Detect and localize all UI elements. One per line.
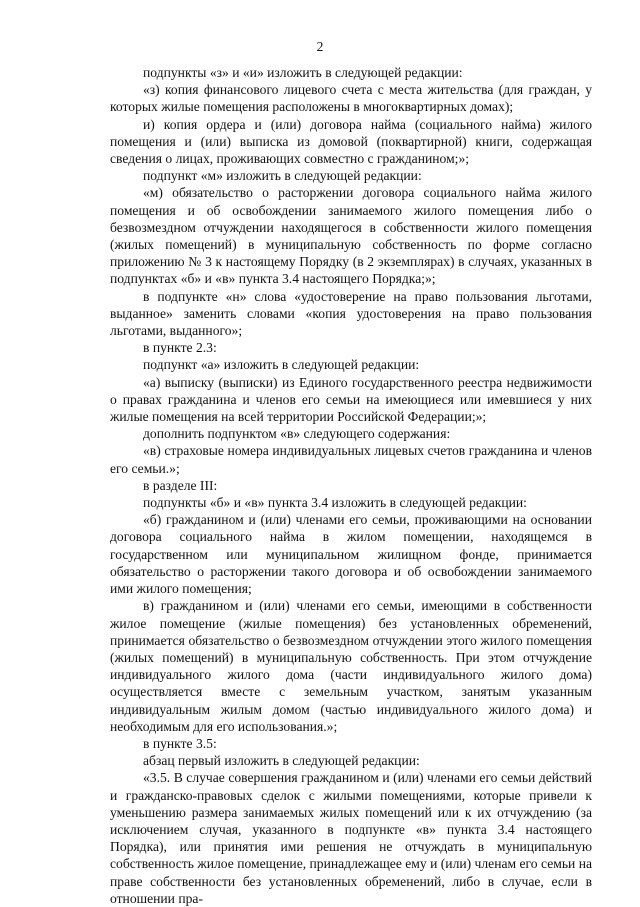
paragraph-intro-first-para: абзац первый изложить в следующей редакции: [143,753,420,769]
paragraph-intro-v: дополнить подпунктом «в» следующего содержания: [143,426,451,442]
paragraph-3-5-text: «3.5. В случае совершения гражданином и (или) членами его семьи действий и гражданско-правовых сделок с жилыми помещениями, которые привели к уменьшению размера занимаемых жилых помещений или к их отчуждению (за исключением случая, указанного в подпункте «в» пункта 3.4 настоящего Порядка), или принятия ими решения не отчуждать в муниципальную собственность жилое помещение, принадлежащее ему и (или) членам его семьи на праве собственности без установленных обременений, либо в случае, если в отношении пра- [110,770,593,906]
paragraph-subitem-z: «з) копия финансового лицевого счета с места жительства (для граждан, у которых жилые помещения расположены в многоквартирных домах); [110,82,592,115]
paragraph-subitem-v-snils: «в) страховые номера индивидуальных лицевых счетов гражданина и членов его семьи.»; [110,443,592,476]
paragraph-subitem-i: и) копия ордера и (или) договора найма (социального найма) жилого помещения и (или) выписка из домовой (поквартирной) книги, содержащая сведения о лицах, проживающих совместно с гражданином;»; [110,116,592,167]
paragraph-subitem-a: «а) выписку (выписки) из Единого государственного реестра недвижимости о правах гражданина и членов его семьи на имеющиеся или имевшиеся у них жилые помещения на всей территории Российской Федерации;»; [110,374,592,425]
paragraph-point-2-3: в пункте 2.3: [143,340,217,356]
paragraph-intro-a: подпункт «а» изложить в следующей редакции: [143,357,420,373]
paragraph-intro-3-4: подпункты «б» и «в» пункта 3.4 изложить в следующей редакции: [143,495,527,511]
paragraph-intro-z-i: подпункты «з» и «и» изложить в следующей редакции: [143,65,463,80]
paragraph-intro-m: подпункт «м» изложить в следующей редакции: [143,168,422,184]
paragraph-subitem-m: «м) обязательство о расторжении договора социального найма жилого помещения и об освобождении занимаемого жилого помещения либо о безвозмездном отчуждении находящегося в собственности жилого помещения (жилых помещений) в муниципальную собственность по форме согласно приложению № 3 к настоящему Порядку (в 2 экземплярах) в случаях, указанных в подпунктах «б» и «в» пункта 3.4 настоящего Порядка;»; [110,185,592,287]
paragraph-section-3: в разделе III: [143,477,218,493]
paragraph-point-3-5: в пункте 3.5: [143,735,217,751]
document-body [110,64,592,907]
page-number: 2 [316,39,324,54]
paragraph-subitem-v: в) гражданином и (или) членами его семьи, имеющими в собственности жилое помещение (жилые помещения) без установленных обременений, принимается обязательство о безвозмездном отчуждении этого жилого помещения (жилых помещений) в муниципальную собственность. При этом отчуждение индивидуального жилого дома (части индивидуального жилого дома) осуществляется вместе с земельным участком, занятым указанным индивидуальным жилым домом (частью индивидуального жилого дома) и необходимым для его использования.»; [110,598,592,734]
paragraph-subitem-b: «б) гражданином и (или) членами его семьи, проживающими на основании договора социального найма в жилом помещении, находящемся в государственном или муниципальном жилищном фонде, принимается обязательство о расторжении такого договора и об освобождении занимаемого ими жилого помещения; [110,512,592,597]
paragraph-subitem-n: в подпункте «н» слова «удостоверение на право пользования льготами, выданное» заменить словами «копия удостоверения на право пользования льготами, выданного»; [110,288,592,339]
